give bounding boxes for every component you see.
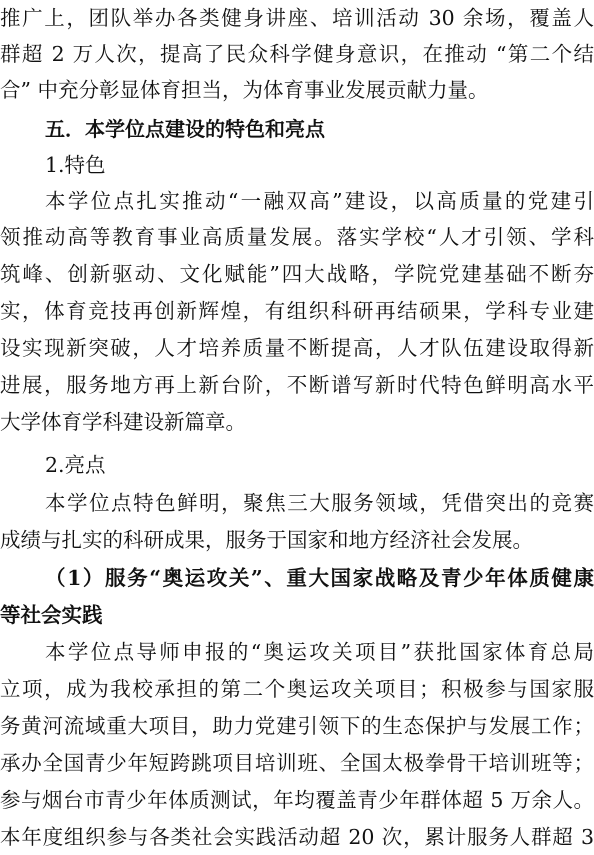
paragraph-line: 筑峰、创新驱动、文化赋能”四大战略，学院党建基础不断夯	[0, 262, 594, 286]
paragraph-line: 领推动高等教育事业高质量发展。落实学校“人才引领、学科	[0, 225, 594, 249]
section-heading: 五．本学位点建设的特色和亮点	[45, 117, 325, 141]
paragraph-line: 进展，服务地方再上新台阶，不断谱写新时代特色鲜明高水平	[0, 373, 594, 397]
paragraph-line: 本学位点特色鲜明，聚焦三大服务领域，凭借突出的竞赛	[45, 491, 594, 515]
paragraph-line: 本学位点导师申报的“奥运攻关项目”获批国家体育总局	[45, 640, 594, 664]
subsection-heading: 2.亮点	[45, 453, 106, 477]
subsection-heading: （1）服务“奥运攻关”、重大国家战略及青少年体质健康	[45, 566, 594, 590]
paragraph-line: 推广上，团队举办各类健身讲座、培训活动 30 余场，覆盖人	[0, 6, 594, 30]
subsection-heading: 等社会实践	[0, 603, 103, 627]
paragraph-line: 群超 2 万人次，提高了民众科学健身意识，在推动 “第二个结	[0, 42, 594, 66]
paragraph-line: 大学体育学科建设新篇章。	[0, 410, 246, 434]
paragraph-line: 实，体育竞技再创新辉煌，有组织科研再结硕果，学科专业建	[0, 299, 594, 323]
paragraph-line: 立项，成为我校承担的第二个奥运攻关项目；积极参与国家服	[0, 677, 594, 701]
paragraph-line: 合” 中充分彰显体育担当，为体育事业发展贡献力量。	[0, 78, 489, 102]
paragraph-line: 务黄河流域重大项目，助力党建引领下的生态保护与发展工作；	[0, 714, 594, 738]
paragraph-line: 承办全国青少年短跨跳项目培训班、全国太极拳骨干培训班等；	[0, 751, 594, 775]
paragraph-line: 本学位点扎实推动“一融双高”建设，以高质量的党建引	[45, 189, 594, 213]
paragraph-line: 设实现新突破，人才培养质量不断提高，人才队伍建设取得新	[0, 336, 594, 360]
paragraph-line: 本年度组织参与各类社会实践活动超 20 次，累计服务人群超 3	[0, 825, 594, 849]
subsection-heading: 1.特色	[45, 153, 106, 177]
paragraph-line: 成绩与扎实的科研成果，服务于国家和地方经济社会发展。	[0, 528, 533, 552]
paragraph-line: 参与烟台市青少年体质测试，年均覆盖青少年群体超 5 万余人。	[0, 788, 594, 812]
